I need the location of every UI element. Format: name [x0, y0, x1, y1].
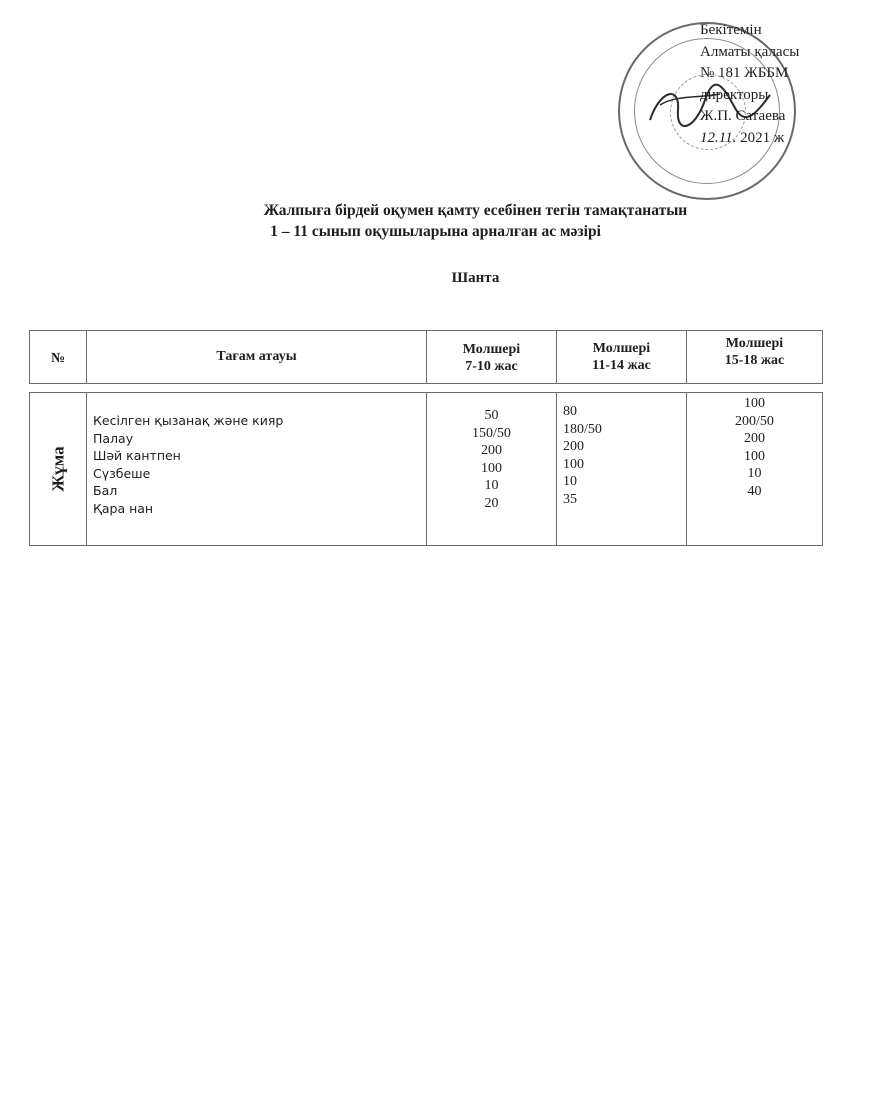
date-year: 2021 ж	[740, 129, 785, 146]
portion-value: 10	[563, 474, 577, 489]
approval-line: Алматы қаласы	[700, 43, 800, 60]
approval-line: Бекітемін	[700, 22, 762, 38]
header-age: 7-10 жас	[465, 359, 518, 374]
portion-value: 100	[481, 460, 502, 476]
portion-value: 200	[481, 443, 502, 458]
dish-name: Шәй кантпен	[93, 448, 181, 463]
table-header	[29, 330, 823, 384]
dish-name: Қара нан	[93, 500, 154, 516]
document-subtitle: Шанта	[451, 270, 500, 286]
approval-line: № 181 ЖББМ	[700, 65, 789, 81]
approval-line: Ж.П. Сатаева	[700, 108, 786, 124]
handwritten-date: 12.11.	[700, 129, 737, 146]
portion-value: 50	[484, 408, 499, 423]
header-label: Молшері	[462, 342, 521, 357]
document-title	[0, 200, 871, 242]
portion-value: 10	[747, 466, 762, 481]
portion-value: 20	[484, 495, 499, 511]
header-number: №	[30, 331, 87, 383]
approval-date	[700, 128, 865, 150]
portion-value: 10	[484, 478, 499, 493]
header-portion-11-14	[557, 331, 687, 383]
portion-value: 150/50	[472, 425, 511, 441]
dish-name: Кесілген қызанақ және кияр	[93, 413, 284, 428]
portion-11-14-column	[557, 393, 687, 545]
header-portion-7-10	[427, 331, 557, 383]
portion-value: 100	[563, 456, 584, 472]
portion-7-10-column	[427, 393, 557, 545]
portion-value: 200/50	[735, 413, 774, 429]
portion-value: 200	[744, 431, 765, 446]
approval-line: директоры	[700, 86, 769, 103]
portion-15-18-column	[687, 393, 822, 545]
day-label: Жұма	[48, 446, 68, 492]
portion-value: 200	[563, 439, 584, 454]
header-age: 15-18 жас	[724, 353, 785, 368]
header-label: Молшері	[725, 336, 784, 351]
header-dish-name: Тағам атауы	[87, 331, 427, 383]
approval-block	[700, 20, 865, 149]
dish-name: Палау	[93, 430, 134, 446]
header-label: Молшері	[592, 341, 651, 356]
portion-value: 40	[747, 483, 762, 499]
title-line-1: Жалпыға бірдей оқумен қамту есебінен тегін тамақтанатын	[263, 202, 688, 219]
portion-value: 35	[563, 491, 577, 507]
header-age: 11-14 жас	[592, 358, 651, 373]
day-cell	[30, 393, 87, 545]
title-line-2: 1 – 11 сынып оқушыларына арналған ас мәзірі	[270, 223, 601, 240]
portion-value: 80	[563, 404, 577, 419]
menu-table-body	[29, 392, 823, 546]
portion-value: 100	[744, 448, 765, 464]
dish-name: Сүзбеше	[93, 465, 151, 481]
dish-name: Бал	[93, 483, 118, 498]
header-portion-15-18	[687, 331, 822, 383]
portion-value: 180/50	[563, 421, 602, 437]
dish-column	[87, 393, 427, 545]
portion-value: 100	[744, 396, 765, 411]
